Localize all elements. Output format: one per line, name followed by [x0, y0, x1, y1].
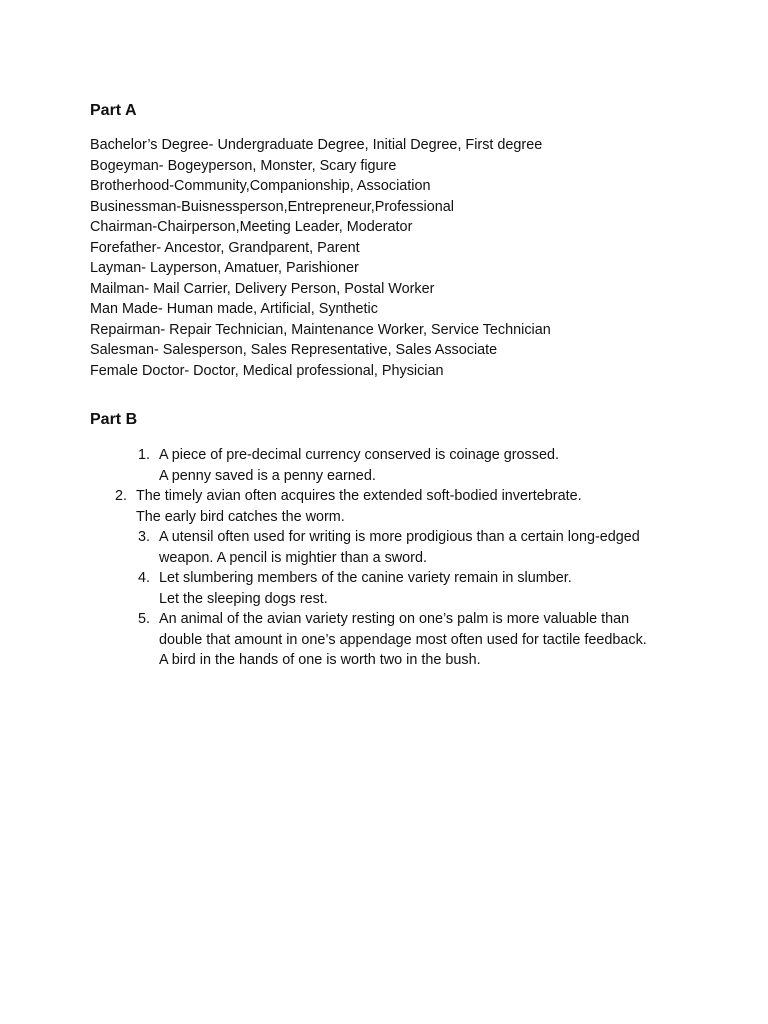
list-number: 3.: [137, 529, 150, 545]
sentence-line: A bird in the hands of one is worth two in the bush.: [159, 652, 481, 668]
sentence-line: double that amount in one’s appendage most often used for tactile feedback.: [159, 631, 647, 648]
part-b-item-2: [0, 486, 768, 527]
list-number: 4.: [137, 570, 150, 586]
part-b-item-1: [0, 445, 768, 486]
list-number: 2.: [114, 488, 127, 504]
sentence-line: Let the sleeping dogs rest.: [159, 590, 328, 607]
sentence-line: Let slumbering members of the canine variety remain in slumber.: [159, 570, 572, 586]
part-a-entry: Mailman- Mail Carrier, Delivery Person, Postal Worker: [90, 280, 435, 297]
part-a-entry: Repairman- Repair Technician, Maintenance Worker, Service Technician: [90, 321, 551, 338]
list-number: 5.: [137, 611, 150, 627]
part-b-item-5: [0, 609, 768, 671]
sentence-line: The early bird catches the worm.: [136, 508, 345, 525]
part-a-entry: Salesman- Salesperson, Sales Representative, Sales Associate: [90, 342, 498, 358]
list-number: 1.: [137, 447, 150, 463]
part-a-heading: Part A: [90, 102, 137, 119]
sentence-line: weapon. A pencil is mightier than a sword.: [159, 549, 427, 566]
sentence-line: An animal of the avian variety resting on one’s palm is more valuable than: [159, 611, 630, 627]
sentence-line: A utensil often used for writing is more prodigious than a certain long-edged: [159, 529, 640, 545]
part-a-list: [90, 135, 551, 381]
sentence-line: A penny saved is a penny earned.: [159, 467, 376, 484]
part-a-entry: Brotherhood-Community,Companionship, Association: [90, 178, 431, 194]
part-a-entry: Forefather- Ancestor, Grandparent, Parent: [90, 239, 360, 256]
part-a-entry: Female Doctor- Doctor, Medical professional, Physician: [90, 362, 444, 379]
part-b-item-3: [0, 527, 768, 568]
part-a-entry: Bogeyman- Bogeyperson, Monster, Scary figure: [90, 157, 397, 174]
part-a-entry: Bachelor’s Degree- Undergraduate Degree, Initial Degree, First degree: [90, 137, 543, 153]
part-a-entry: Businessman-Buisnessperson,Entrepreneur,Professional: [90, 198, 454, 215]
part-a-entry: Layman- Layperson, Amatuer, Parishioner: [90, 260, 359, 276]
part-b-list: [0, 445, 768, 671]
part-b-heading: Part B: [90, 411, 138, 428]
part-a-entry: Man Made- Human made, Artificial, Synthetic: [90, 301, 378, 317]
part-a-entry: Chairman-Chairperson,Meeting Leader, Moderator: [90, 219, 413, 235]
part-b-item-4: [0, 568, 768, 609]
sentence-line: The timely avian often acquires the extended soft-bodied invertebrate.: [136, 488, 582, 504]
sentence-line: A piece of pre-decimal currency conserved is coinage grossed.: [159, 447, 559, 463]
